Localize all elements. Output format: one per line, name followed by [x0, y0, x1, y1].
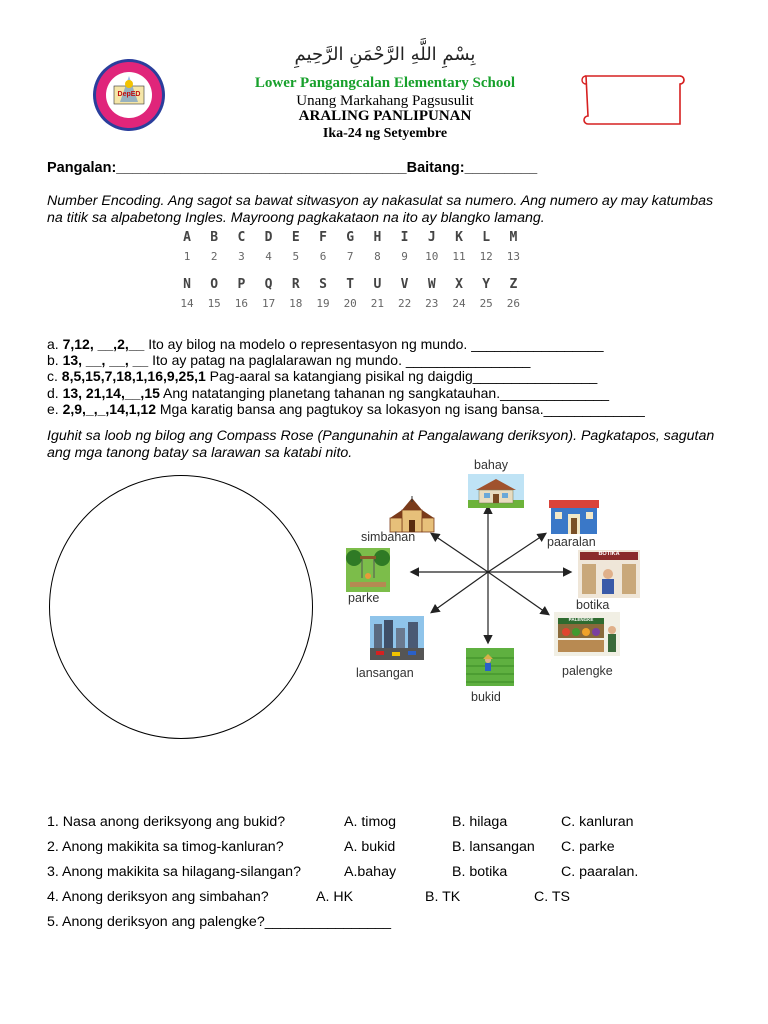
item-code: 13, __, __, __ — [62, 352, 149, 369]
item-text-and-answer-line[interactable]: Ang natatanging planetang tahanan ng sangkatauhan.______________ — [159, 384, 610, 401]
grid-letter: V — [400, 277, 409, 292]
name-field[interactable]: ____________________________________ — [116, 160, 407, 176]
score-scroll-box — [580, 68, 688, 132]
grid-number: 13 — [506, 250, 521, 263]
palengke-picture — [554, 612, 620, 656]
grid-letter: R — [291, 277, 300, 292]
item-letter: d. — [47, 384, 63, 401]
grid-letter: O — [210, 277, 219, 292]
simbahan-picture — [388, 496, 436, 534]
encoding-item — [47, 401, 645, 417]
grade-field[interactable]: _________ — [464, 160, 538, 176]
arabic-calligraphy: بِسْمِ اللَّهِ الرَّحْمَنِ الرَّحِيمِ — [294, 44, 476, 65]
grid-letter: B — [210, 230, 219, 245]
grid-number: 15 — [207, 297, 221, 310]
subject-title: ARALING PANLIPUNAN — [298, 108, 472, 124]
grid-letter: Q — [264, 277, 273, 292]
question-5-text: 5. Anong deriksyon ang palengke? — [47, 914, 265, 930]
choice-c[interactable]: C. paaralan. — [561, 864, 639, 880]
grid-number: 12 — [479, 250, 493, 263]
item-code: 2,9,_,_,14,1,12 — [62, 400, 156, 417]
encoding-item — [47, 368, 597, 384]
grid-number: 17 — [261, 297, 276, 310]
grid-number: 21 — [370, 297, 385, 310]
grid-number: 16 — [234, 297, 249, 310]
grid-number: 3 — [238, 250, 245, 263]
lansangan-picture — [370, 616, 424, 660]
grid-number: 8 — [374, 250, 381, 263]
grid-number: 11 — [452, 250, 466, 263]
botika-sign: BOTIKA — [598, 551, 620, 557]
lansangan-label: lansangan — [356, 666, 414, 680]
choice-a[interactable]: A. timog — [344, 814, 397, 830]
encoding-instructions: Number Encoding. Ang sagot sa bawat sitwasyon ay nakasulat sa numero. Ang numero ay may katumbas na titik sa alpabetong Ingles. Mayroong pagkakataon na ito ay blangko lamang. — [47, 193, 714, 226]
item-letter: a. — [47, 336, 63, 352]
grid-number: 9 — [401, 250, 408, 263]
grid-letter: J — [427, 230, 436, 245]
choice-b[interactable]: B. lansangan — [452, 839, 535, 855]
grid-letter: E — [291, 230, 300, 245]
item-text-and-answer-line[interactable]: Ito ay bilog na modelo o representasyon ng mundo. _________________ — [144, 336, 604, 352]
grid-number: 14 — [180, 297, 194, 310]
grid-number: 7 — [346, 250, 354, 263]
encoding-item — [47, 352, 530, 368]
grid-letter: P — [237, 277, 246, 292]
exam-title: Unang Markahang Pagsusulit — [296, 93, 474, 109]
grid-letter: Y — [482, 277, 491, 292]
question-text: 1. Nasa anong deriksyong ang bukid? — [47, 814, 286, 830]
compass-drawing-circle[interactable] — [49, 475, 313, 739]
paaralan-label: paaralan — [547, 535, 596, 549]
grid-number: 25 — [479, 297, 493, 310]
grid-letter: A — [183, 230, 191, 245]
palengke-sign: PALENGKE — [568, 617, 594, 622]
exam-date: Ika-24 ng Setyembre — [322, 126, 448, 141]
grid-letter: N — [183, 277, 191, 292]
encoding-item — [47, 385, 609, 401]
palengke-label: palengke — [562, 664, 613, 678]
bukid-label: bukid — [471, 690, 501, 704]
bukid-picture — [466, 648, 514, 686]
encoding-item — [47, 336, 604, 352]
parke-picture — [346, 548, 390, 592]
item-code: 13, 21,14,__,15 — [62, 384, 160, 401]
simbahan-label: simbahan — [361, 530, 416, 544]
grid-letter: F — [319, 230, 327, 245]
grid-number: 1 — [183, 250, 191, 263]
question-text: 4. Anong deriksyon ang simbahan? — [47, 889, 269, 905]
bahay-picture — [468, 474, 524, 508]
grid-letter: Z — [509, 277, 518, 292]
grid-letter: C — [237, 230, 246, 245]
grid-letter: L — [482, 230, 491, 245]
school-logo — [92, 58, 166, 132]
choice-b[interactable]: B. TK — [425, 889, 461, 905]
logo-text: DepED — [117, 91, 141, 98]
name-grade-line — [47, 160, 537, 176]
grid-letter: U — [373, 277, 382, 292]
grid-letter: K — [455, 230, 463, 245]
compass-instructions: Iguhit sa loob ng bilog ang Compass Rose (Pangunahin at Pangalawang deriksyon). Pagkatapos, sagutan ang mga tanong batay sa larawan sa katabi nito. — [47, 428, 715, 461]
item-text-and-answer-line[interactable]: Ito ay patag na paglalarawan ng mundo. ________________ — [148, 352, 531, 369]
grid-letter: G — [346, 230, 355, 245]
grid-number: 4 — [265, 250, 272, 263]
grid-letter: H — [373, 230, 382, 245]
choice-a[interactable]: A.bahay — [344, 864, 397, 880]
item-letter: e. — [47, 400, 63, 417]
grid-number: 20 — [343, 297, 357, 310]
question-5 — [47, 914, 391, 930]
choice-c[interactable]: C. parke — [561, 839, 615, 855]
grid-number: 22 — [397, 297, 412, 310]
alphabet-number-grid — [175, 230, 535, 325]
grid-number: 24 — [452, 297, 466, 310]
item-letter: b. — [47, 352, 63, 369]
grid-letter: D — [264, 230, 273, 245]
compass-map — [340, 458, 660, 712]
grid-letter: W — [427, 277, 436, 292]
choice-c[interactable]: C. kanluran — [561, 814, 634, 830]
choice-b[interactable]: B. hilaga — [452, 814, 508, 830]
choice-b[interactable]: B. botika — [452, 864, 508, 880]
grid-number: 6 — [319, 250, 327, 263]
item-code: 7,12, __,2,__ — [62, 336, 145, 352]
grid-number: 10 — [425, 250, 439, 263]
grid-letter: X — [455, 277, 463, 292]
item-code: 8,5,15,7,18,1,16,9,25,1 — [61, 368, 206, 385]
grid-number: 5 — [292, 250, 300, 263]
item-letter: c. — [47, 368, 62, 385]
botika-label: botika — [576, 598, 610, 612]
paaralan-picture — [545, 496, 603, 536]
botika-picture — [578, 550, 640, 598]
grid-number: 2 — [210, 250, 218, 263]
choice-a[interactable]: A. HK — [316, 889, 354, 905]
parke-label: parke — [348, 591, 380, 605]
bahay-label: bahay — [474, 458, 509, 472]
grid-letter: M — [509, 230, 518, 245]
grid-number: 26 — [506, 297, 521, 310]
item-text-and-answer-line[interactable]: Mga karatig bansa ang pagtukoy sa lokasyon ng isang bansa._____________ — [156, 400, 645, 417]
grid-number: 18 — [289, 297, 303, 310]
grid-number: 19 — [316, 297, 330, 310]
choice-c[interactable]: C. TS — [534, 889, 571, 905]
grid-letter: I — [400, 230, 409, 245]
question-text: 2. Anong makikita sa timog-kanluran? — [47, 839, 284, 855]
grid-letter: S — [319, 277, 327, 292]
name-label: Pangalan: — [47, 160, 117, 176]
grade-label: Baitang: — [406, 160, 465, 176]
item-text-and-answer-line[interactable]: Pag-aaral sa katangiang pisikal ng daigdig________________ — [205, 368, 598, 385]
question-5-answer-field[interactable]: ________________ — [264, 914, 391, 930]
choice-a[interactable]: A. bukid — [344, 839, 396, 855]
question-text: 3. Anong makikita sa hilagang-silangan? — [47, 864, 301, 880]
grid-number: 23 — [425, 297, 439, 310]
school-name: Lower Pangangcalan Elementary School — [254, 75, 516, 91]
grid-letter: T — [346, 277, 355, 292]
